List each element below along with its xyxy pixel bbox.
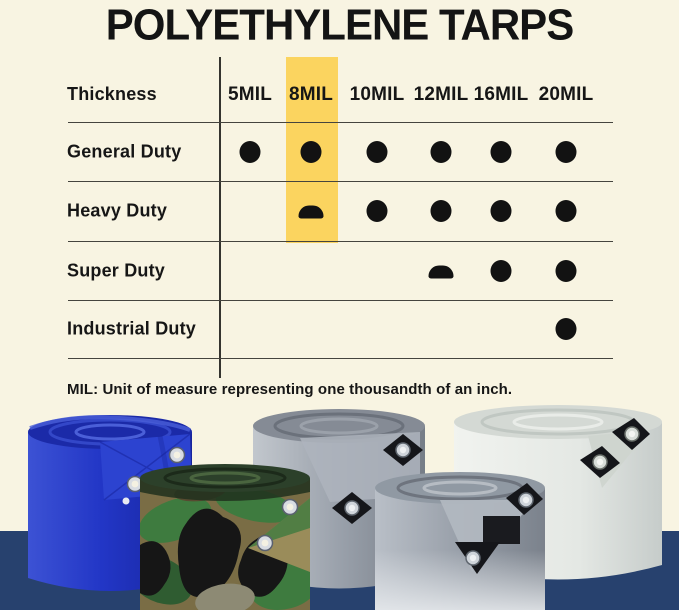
availability-dot	[299, 205, 324, 218]
silver-tarp-roll-front	[375, 472, 545, 610]
table-row-super-duty	[0, 241, 679, 300]
row-header-label: Thickness	[67, 84, 157, 104]
row-label: Industrial Duty	[67, 318, 197, 339]
availability-dot	[491, 141, 512, 163]
availability-dot	[556, 141, 577, 163]
availability-dot	[367, 200, 388, 222]
availability-dot	[556, 260, 577, 282]
availability-dot	[240, 141, 261, 163]
row-label: Heavy Duty	[67, 200, 168, 220]
row-label: Super Duty	[67, 260, 166, 280]
availability-dot	[556, 318, 577, 340]
column-header-20mil: 20MIL	[538, 84, 594, 105]
availability-dot	[367, 141, 388, 163]
row-label: General Duty	[67, 141, 182, 161]
table-row-industrial-duty	[0, 300, 679, 358]
table-row-heavy-duty	[0, 181, 679, 240]
availability-dot	[491, 200, 512, 222]
mil-footnote: MIL: Unit of measure representing one thousandth of an inch.	[67, 381, 513, 398]
tarp-rolls-photo	[0, 400, 679, 610]
availability-dot	[491, 260, 512, 282]
column-header-10mil: 10MIL	[349, 84, 405, 105]
column-header-16mil: 16MIL	[473, 84, 529, 105]
availability-dot	[556, 200, 577, 222]
column-header-5mil: 5MIL	[227, 84, 273, 105]
column-header-12mil: 12MIL	[413, 84, 469, 105]
page-title: POLYETHYLENE TARPS	[105, 0, 574, 49]
availability-dot	[429, 265, 454, 278]
table-rule	[68, 358, 613, 359]
availability-dot	[431, 141, 452, 163]
camo-tarp-roll	[120, 464, 326, 610]
column-header-8mil: 8MIL	[288, 84, 334, 105]
availability-dot	[431, 200, 452, 222]
availability-dot	[301, 141, 322, 163]
table-row-general-duty	[0, 122, 679, 181]
